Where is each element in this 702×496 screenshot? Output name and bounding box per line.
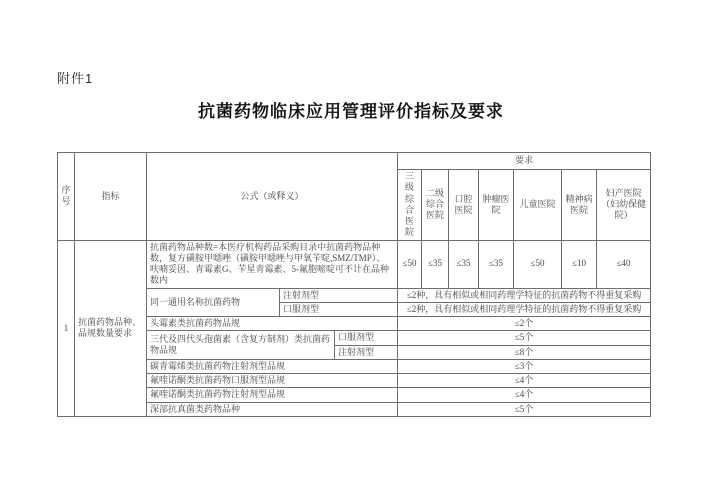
page-title: 抗菌药物临床应用管理评价指标及要求 xyxy=(198,102,504,121)
cell-same-generic-name-label: 同一通用名称抗菌药物 xyxy=(147,288,280,317)
cell-injection-form-label: 注射剂型 xyxy=(280,288,398,302)
header-hospital-dental: 口腔医院 xyxy=(449,170,479,241)
cell-value-psychiatric: ≤10 xyxy=(562,240,597,288)
header-requirement: 要求 xyxy=(398,153,651,170)
cell-value-tertiary: ≤50 xyxy=(398,240,422,288)
table-row xyxy=(58,359,651,373)
cell-fluoroquinolone-injection-label: 氟喹诺酮类抗菌药物注射剂型品规 xyxy=(147,388,398,402)
header-hospital-secondary-general: 二级综合医院 xyxy=(422,170,449,241)
table-row xyxy=(58,317,651,331)
cell-antifungal-label: 深部抗真菌类药物品种 xyxy=(147,402,398,416)
cell-cephamycin-label: 头霉素类抗菌药物品规 xyxy=(147,317,398,331)
cell-injection-form-value: ≤2种，具有相似或相同药理学特征的抗菌药物不得重复采购 xyxy=(398,288,651,302)
header-hospital-children: 儿童医院 xyxy=(514,170,562,241)
cell-cephalosporin-injection-label: 注射剂型 xyxy=(335,345,398,359)
cell-oral-form-label: 口服剂型 xyxy=(280,302,398,316)
cell-formula-variety-count: 抗菌药物品种数=本医疗机构药品采购目录中抗菌药物品种数，复方磺胺甲噁唑（磺胺甲噁唑与甲氧苄啶,SMZ/TMP）、呋喃妥因、青霉素G、苄星青霉素、5-氟胞嘧啶可不计在品种数内 xyxy=(147,240,398,288)
cell-seq-number: 1 xyxy=(58,240,75,416)
cell-value-maternity: ≤40 xyxy=(597,240,651,288)
table-row xyxy=(58,388,651,402)
cell-fluoroquinolone-oral-label: 氟喹诺酮类抗菌药物口服剂型品规 xyxy=(147,374,398,388)
cell-oral-form-value: ≤2种，具有相似或相同药理学特征的抗菌药物不得重复采购 xyxy=(398,302,651,316)
header-hospital-oncology: 肿瘤医院 xyxy=(479,170,514,241)
cell-value-oncology: ≤35 xyxy=(479,240,514,288)
cell-indicator: 抗菌药物品种、品规数量要求 xyxy=(75,240,147,416)
header-hospital-psychiatric: 精神病医院 xyxy=(562,170,597,241)
cell-cephalosporin-oral-value: ≤5个 xyxy=(398,331,651,345)
cell-cephalosporin-label: 三代及四代头孢菌素（含复方制剂）类抗菌药物品规 xyxy=(147,331,335,360)
cell-antifungal-value: ≤5个 xyxy=(398,402,651,416)
table-row xyxy=(58,240,651,288)
header-indicator: 指标 xyxy=(75,153,147,241)
cell-value-dental: ≤35 xyxy=(449,240,479,288)
table-row xyxy=(58,331,651,345)
header-hospital-maternity: 妇产医院（妇幼保健院） xyxy=(597,170,651,241)
cell-fluoroquinolone-injection-value: ≤4个 xyxy=(398,388,651,402)
header-hospital-tertiary-general: 三级综合医院 xyxy=(398,170,422,241)
cell-cephalosporin-oral-label: 口服剂型 xyxy=(335,331,398,345)
cell-fluoroquinolone-oral-value: ≤4个 xyxy=(398,374,651,388)
header-formula: 公式（或释义） xyxy=(147,153,398,241)
attachment-label: 附件1 xyxy=(57,71,94,86)
table-header-row-1 xyxy=(58,153,651,170)
evaluation-indicators-table xyxy=(57,152,651,417)
table-row xyxy=(58,374,651,388)
table-row xyxy=(58,402,651,416)
cell-carbapenem-label: 碳青霉烯类抗菌药物注射剂型品规 xyxy=(147,359,398,373)
header-seq: 序号 xyxy=(58,153,75,241)
cell-value-children: ≤50 xyxy=(514,240,562,288)
cell-cephalosporin-injection-value: ≤8个 xyxy=(398,345,651,359)
cell-carbapenem-value: ≤3个 xyxy=(398,359,651,373)
cell-value-secondary: ≤35 xyxy=(422,240,449,288)
table-row xyxy=(58,288,651,302)
cell-cephamycin-value: ≤2个 xyxy=(398,317,651,331)
